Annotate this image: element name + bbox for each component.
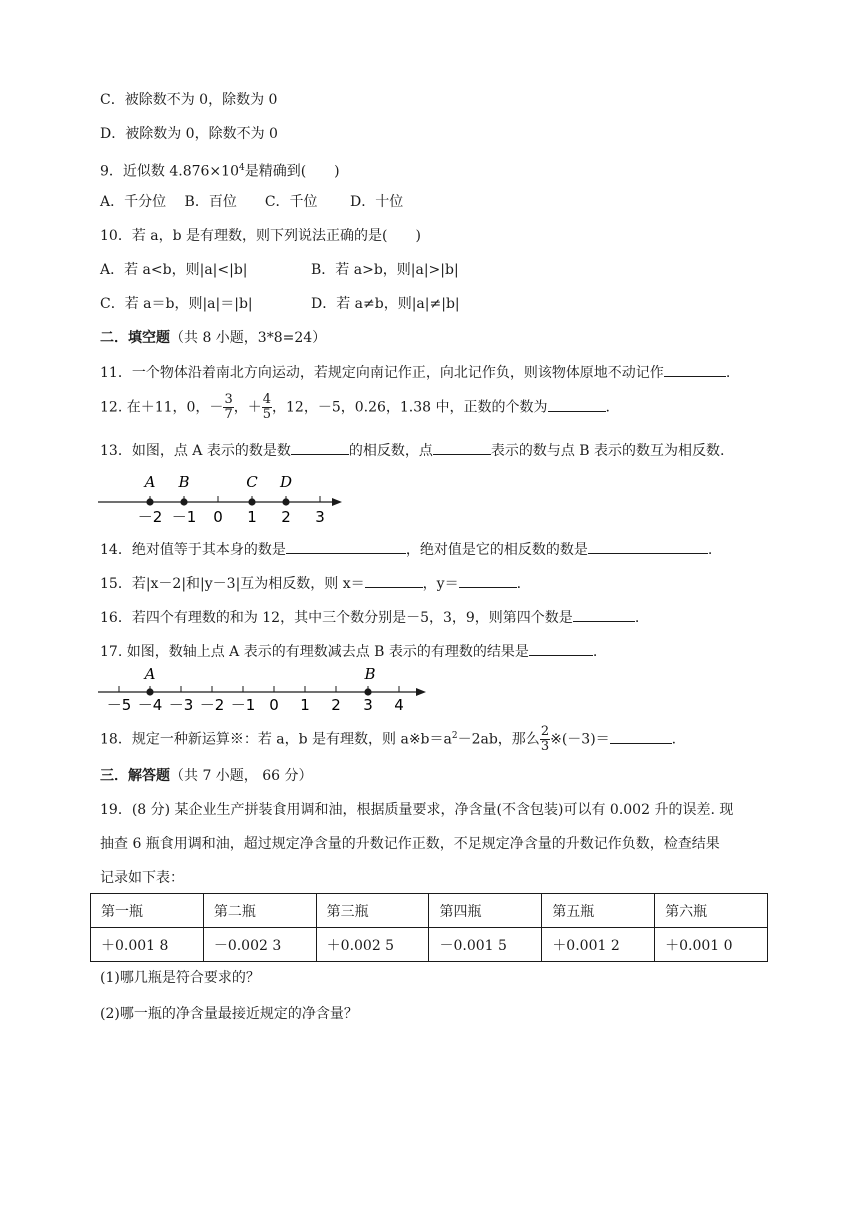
section-2-title: 二．填空题 <box>100 330 170 346</box>
question-17: 17. 如图，数轴上点 A 表示的有理数减去点 B 表示的有理数的结果是 . <box>100 641 597 662</box>
table-cell: ＋0.001 8 <box>91 928 204 962</box>
q18-exponent: 2 <box>451 731 458 741</box>
q13-blank-2 <box>433 440 491 455</box>
q10-option-c: C．若 a＝b，则|a|＝|b| <box>100 296 253 312</box>
point-label-a: A <box>144 473 156 491</box>
tick-label: 3 <box>363 696 373 714</box>
q12-fraction-2 <box>262 393 272 422</box>
tick-label: －5 <box>106 696 132 714</box>
tick-label: 3 <box>315 508 325 526</box>
q12-fraction-1 <box>223 393 233 422</box>
table-header-cell: 第二瓶 <box>203 894 316 928</box>
q18-text-c: ※(－3)＝ <box>550 731 610 748</box>
tick-group <box>119 686 399 692</box>
q12-f1-den: 7 <box>224 407 233 422</box>
q9-exponent: 4 <box>238 163 245 173</box>
point-label-a: A <box>144 665 156 683</box>
tick-label: －3 <box>168 696 194 714</box>
table-header-cell: 第五瓶 <box>542 894 655 928</box>
table-header-cell: 第一瓶 <box>91 894 204 928</box>
tick-label: 0 <box>213 508 223 526</box>
q12-text-c: ，12，－5，0.26，1.38 中，正数的个数为 <box>272 399 548 416</box>
table-header-row <box>91 894 768 928</box>
section-3-heading <box>100 766 313 786</box>
table-cell: ＋0.002 5 <box>316 928 429 962</box>
q13-text-b: 的相反数，点 <box>348 443 433 459</box>
q18-f-num: 2 <box>540 724 550 740</box>
q19-part-1: (1)哪几瓶是符合要求的？ <box>100 970 260 986</box>
section-3-title: 三．解答题 <box>100 768 170 784</box>
q12-blank <box>548 397 606 412</box>
question-10: 10．若 a，b 是有理数，则下列说法正确的是( ) <box>100 228 421 244</box>
q12-f2-num: 4 <box>262 392 271 407</box>
q18-text-a: 18．规定一种新运算※：若 a，b 是有理数，则 a※b＝a <box>100 731 452 748</box>
table-header-cell: 第三瓶 <box>316 894 429 928</box>
point-a-dot <box>146 498 153 505</box>
q15-blank-x <box>365 573 423 588</box>
q15-text-b: ，y＝ <box>422 576 459 592</box>
q13-blank-1 <box>291 440 349 455</box>
tick-label: 2 <box>331 696 341 714</box>
question-18: 18．规定一种新运算※：若 a，b 是有理数，则 $a※b=a^2-2ab$，那么 $\frac{2}{3}$ ※(－3)＝ . <box>100 724 677 755</box>
tick-label: 1 <box>300 696 310 714</box>
q12-f2-den: 5 <box>262 407 271 422</box>
tick-label: －2 <box>199 696 225 714</box>
question-11: 11．一个物体沿着南北方向运动，若规定向南记作正，向北记作负，则该物体原地不动记作 . <box>100 362 730 383</box>
q17-blank <box>529 641 593 656</box>
q11-text: 11．一个物体沿着南北方向运动，若规定向南记作正，向北记作负，则该物体原地不动记作 <box>100 365 664 381</box>
section-2-heading <box>100 328 326 348</box>
tick-group <box>150 496 320 502</box>
question-14: 14．绝对值等于其本身的数是 ，绝对值是它的相反数的数是 . <box>100 539 712 560</box>
table-header-cell: 第六瓶 <box>655 894 768 928</box>
point-b-dot <box>180 498 187 505</box>
q12-text-a: 12. 在＋11，0，－ <box>100 399 224 416</box>
tick-label: －2 <box>137 508 163 526</box>
arrow-icon <box>332 498 342 506</box>
table-cell: ＋0.001 2 <box>542 928 655 962</box>
q11-blank <box>664 362 726 377</box>
tick-label: －1 <box>171 508 197 526</box>
question-9 <box>100 158 340 182</box>
q18-text-b: －2ab，那么 <box>457 731 540 748</box>
question-19-line-2: 抽查 6 瓶食用调和油，超过规定净含量的升数记作正数，不足规定净含量的升数记作负数，检查结果 <box>100 836 720 852</box>
tick-label: 1 <box>247 508 257 526</box>
point-b-dot <box>364 688 371 695</box>
q10-option-d: D．若 a≠b，则|a|≠|b| <box>311 296 460 312</box>
q13-text-a: 13．如图，点 A 表示的数是数 <box>100 443 291 459</box>
question-12: 12. 在＋11，0，－ $\frac{3}{7}$ ，＋ $\frac{4}{5}$ ，12，－5，0.26，1.38 中，正数的个数为 . <box>100 392 610 422</box>
q12-f1-num: 3 <box>224 392 233 407</box>
tick-label: －1 <box>230 696 256 714</box>
point-label-b: B <box>178 473 190 491</box>
table-row <box>91 928 768 962</box>
q9-options: A．千分位 B．百位 C．千位 D．十位 <box>100 194 404 210</box>
q10-option-a: A．若 a<b，则|a|<|b| <box>100 262 248 278</box>
q18-f-den: 3 <box>540 739 550 755</box>
question-19-line-1: 19．(8 分) 某企业生产拼装食用调和油，根据质量要求，净含量(不含包装)可以有 0.002 升的误差. 现 <box>100 802 734 818</box>
q15-text-a: 15．若|x－2|和|y－3|互为相反数，则 x＝ <box>100 576 365 592</box>
tick-label: －4 <box>137 696 163 714</box>
q18-fraction <box>540 725 550 754</box>
section-3-subtitle: （共 7 小题， 66 分） <box>170 768 313 784</box>
table-cell: ＋0.001 0 <box>655 928 768 962</box>
q19-part-2: (2)哪一瓶的净含量最接近规定的净含量？ <box>100 1006 358 1022</box>
arrow-icon <box>416 688 426 696</box>
q12-text-b: ，＋ <box>233 399 262 416</box>
question-19-line-3: 记录如下表： <box>100 870 184 886</box>
point-c-dot <box>248 498 255 505</box>
q14-blank-2 <box>588 539 708 554</box>
tick-label: 0 <box>269 696 279 714</box>
q9-text-b: 是精确到( ) <box>244 163 340 180</box>
q10-option-b: B．若 a>b，则|a|>|b| <box>311 262 459 278</box>
table-cell: －0.001 5 <box>429 928 542 962</box>
q8-option-c: C．被除数不为 0，除数为 0 <box>100 92 278 108</box>
table-header-cell: 第四瓶 <box>429 894 542 928</box>
point-a-dot <box>146 688 153 695</box>
q15-blank-y <box>459 573 517 588</box>
number-line-1 <box>98 468 348 530</box>
q9-text-a: 9．近似数 4.876×10 <box>100 163 239 180</box>
q17-text: 17. 如图，数轴上点 A 表示的有理数减去点 B 表示的有理数的结果是 <box>100 644 529 660</box>
q18-blank <box>610 729 672 744</box>
q14-text-a: 14．绝对值等于其本身的数是 <box>100 542 286 558</box>
point-label-d: D <box>279 473 293 491</box>
number-line-2 <box>98 664 438 714</box>
tick-label: 2 <box>281 508 291 526</box>
point-label-b: B <box>364 665 376 683</box>
point-label-c: C <box>246 473 258 491</box>
question-13 <box>100 440 724 461</box>
q16-text: 16．若四个有理数的和为 12，其中三个数分别是－5，3，9，则第四个数是 <box>100 610 573 626</box>
q8-option-d: D．被除数为 0，除数不为 0 <box>100 126 278 142</box>
q13-text-c: 表示的数与点 B 表示的数互为相反数. <box>490 443 725 459</box>
point-d-dot <box>282 498 289 505</box>
q14-text-b: ，绝对值是它的相反数的数是 <box>405 542 588 558</box>
table-cell: －0.002 3 <box>203 928 316 962</box>
question-16: 16．若四个有理数的和为 12，其中三个数分别是－5，3，9，则第四个数是 . <box>100 607 639 628</box>
section-2-subtitle: （共 8 小题，3*8=24） <box>170 330 327 346</box>
q14-blank-1 <box>286 539 406 554</box>
question-15: 15．若|x－2|和|y－3|互为相反数，则 x＝ ，y＝ . <box>100 573 521 594</box>
q16-blank <box>573 607 635 622</box>
tick-label: 4 <box>394 696 404 714</box>
inspection-table <box>90 893 768 962</box>
